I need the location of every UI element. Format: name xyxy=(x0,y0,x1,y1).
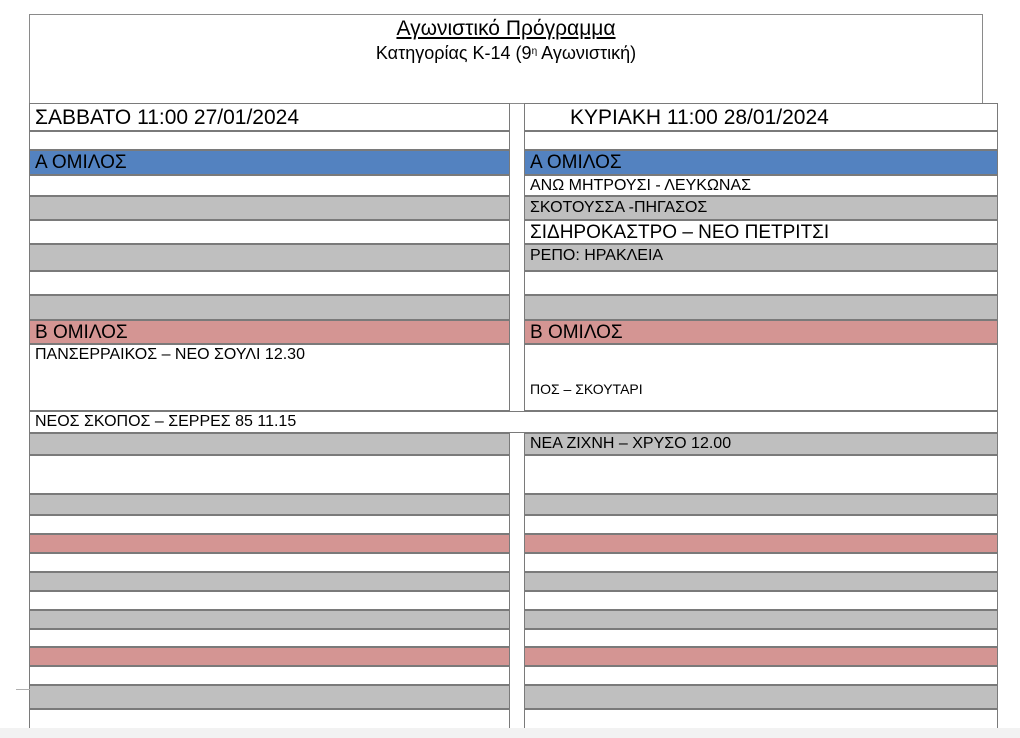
saturday-row xyxy=(29,647,510,666)
sunday-row xyxy=(524,591,998,610)
saturday-row xyxy=(29,271,510,295)
saturday-row xyxy=(29,455,510,494)
saturday-row xyxy=(29,220,510,244)
sunday-row xyxy=(524,534,998,553)
sunday-group-b-header: Β ΟΜΙΛΟΣ xyxy=(524,320,998,344)
saturday-row xyxy=(29,534,510,553)
sunday-spacer-row xyxy=(524,131,998,150)
sunday-match: ΝΕΑ ΖΙΧΝΗ – ΧΡΥΣΟ 12.00 xyxy=(524,433,998,455)
divider xyxy=(16,689,30,690)
sunday-match: ΣΙΔΗΡΟΚΑΣΤΡΟ – ΝΕΟ ΠΕΤΡΙΤΣΙ xyxy=(524,220,998,244)
saturday-row xyxy=(29,572,510,591)
sunday-rest-team: ΡΕΠΟ: ΗΡΑΚΛΕΙΑ xyxy=(524,244,998,271)
sunday-row xyxy=(524,647,998,666)
saturday-match: ΠΑΝΣΕΡΡΑΙΚΟΣ – ΝΕΟ ΣΟΥΛΙ 12.30 xyxy=(29,344,510,411)
page-subtitle xyxy=(29,42,983,64)
sunday-row xyxy=(524,271,998,295)
saturday-row xyxy=(29,553,510,572)
saturday-row xyxy=(29,685,510,709)
sunday-row xyxy=(524,666,998,685)
saturday-row xyxy=(29,515,510,534)
saturday-row xyxy=(29,494,510,515)
sunday-row xyxy=(524,515,998,534)
saturday-row xyxy=(29,295,510,320)
subtitle-superscript: η xyxy=(531,46,538,57)
sunday-row xyxy=(524,295,998,320)
saturday-date: ΣΑΒΒΑΤΟ 11:00 27/01/2024 xyxy=(29,103,510,131)
saturday-row xyxy=(29,591,510,610)
saturday-row xyxy=(29,196,510,220)
sunday-match: ΑΝΩ ΜΗΤΡΟΥΣΙ - ΛΕΥΚΩΝΑΣ xyxy=(524,175,998,196)
saturday-row xyxy=(29,175,510,196)
sunday-date: ΚΥΡΙΑΚΗ 11:00 28/01/2024 xyxy=(524,103,998,131)
saturday-group-a-header: Α ΟΜΙΛΟΣ xyxy=(29,150,510,175)
sunday-row xyxy=(524,629,998,647)
sunday-row xyxy=(524,553,998,572)
subtitle-text: Κατηγορίας Κ-14 (9 xyxy=(375,43,532,63)
saturday-row xyxy=(29,666,510,685)
sunday-row xyxy=(524,572,998,591)
saturday-row xyxy=(29,244,510,271)
sunday-row xyxy=(524,494,998,515)
sunday-group-a-header: Α ΟΜΙΛΟΣ xyxy=(524,150,998,175)
sunday-match: ΣΚΟΤΟΥΣΣΑ -ΠΗΓΑΣΟΣ xyxy=(524,196,998,220)
saturday-row xyxy=(29,629,510,647)
saturday-row xyxy=(29,433,510,455)
sunday-row xyxy=(524,685,998,709)
saturday-spacer-row xyxy=(29,131,510,150)
viewer-bottom-bar xyxy=(0,728,1020,738)
sunday-row xyxy=(524,610,998,629)
sunday-row xyxy=(524,455,998,494)
saturday-match: ΝΕΟΣ ΣΚΟΠΟΣ – ΣΕΡΡΕΣ 85 11.15 xyxy=(29,411,998,433)
sunday-match: ΠΟΣ – ΣΚΟΥΤΑΡΙ xyxy=(524,344,998,411)
subtitle-end: Αγωνιστική) xyxy=(537,43,637,63)
saturday-row xyxy=(29,610,510,629)
page-title: Αγωνιστικό Πρόγραμμα xyxy=(396,17,616,40)
saturday-group-b-header: Β ΟΜΙΛΟΣ xyxy=(29,320,510,344)
